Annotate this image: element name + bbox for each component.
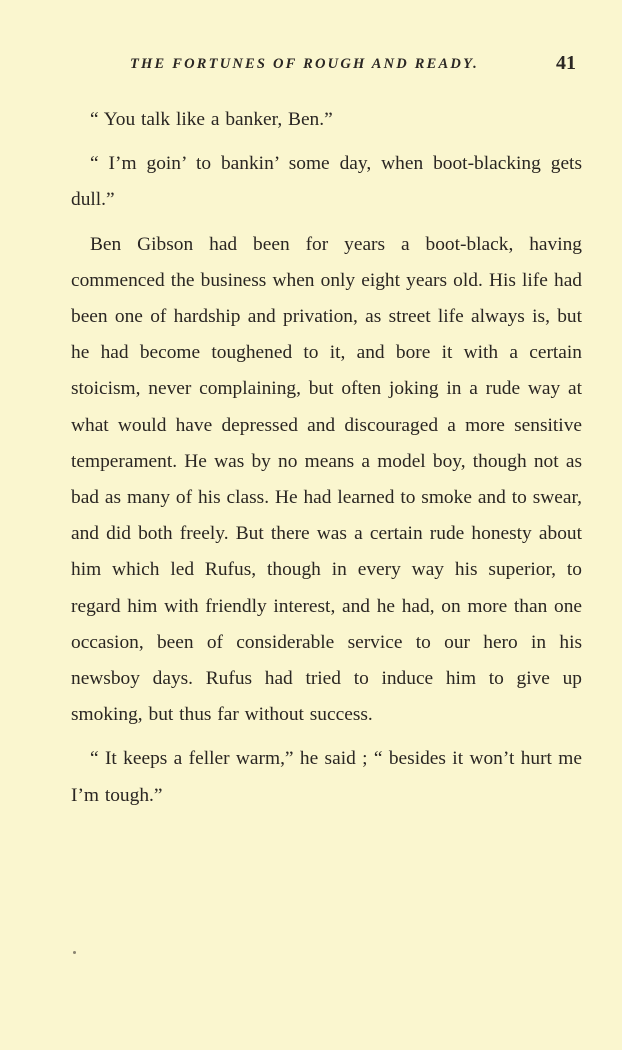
body-text	[71, 102, 582, 814]
running-title: THE FORTUNES OF ROUGH AND READY.	[130, 56, 479, 72]
ink-speck	[73, 951, 76, 954]
paragraph-dialogue-2: “ I’m goin’ to bankin’ some day, when boot-blacking gets dull.”	[71, 153, 582, 211]
page-number: 41	[556, 52, 576, 74]
paragraph-dialogue-1: “ You talk like a banker, Ben.”	[90, 109, 333, 130]
paragraph-narrative: Ben Gibson had been for years a boot-black, having commenced the business when only eight years old. His life had been one of hardship and privation, as street life always is, but he had become toughened to it, and bore it with a certain stoicism, never complaining, but often joking in a rude way at what would have depressed and discouraged a more sensitive temperament. He was by no means a model boy, though not as bad as many of his class. He had learned to smoke and to swear, and did both freely. But there was a certain rude honesty about him which led Rufus, though in every way his superior, to regard him with friendly interest, and he had, on more than one occasion, been of considerable service to our hero in his newsboy days. Rufus had tried to induce him to give up smoking, but thus far without success.	[71, 233, 582, 726]
paragraph-dialogue-3: “ It keeps a feller warm,” he said ; “ besides it won’t hurt me I’m tough.”	[71, 748, 582, 806]
